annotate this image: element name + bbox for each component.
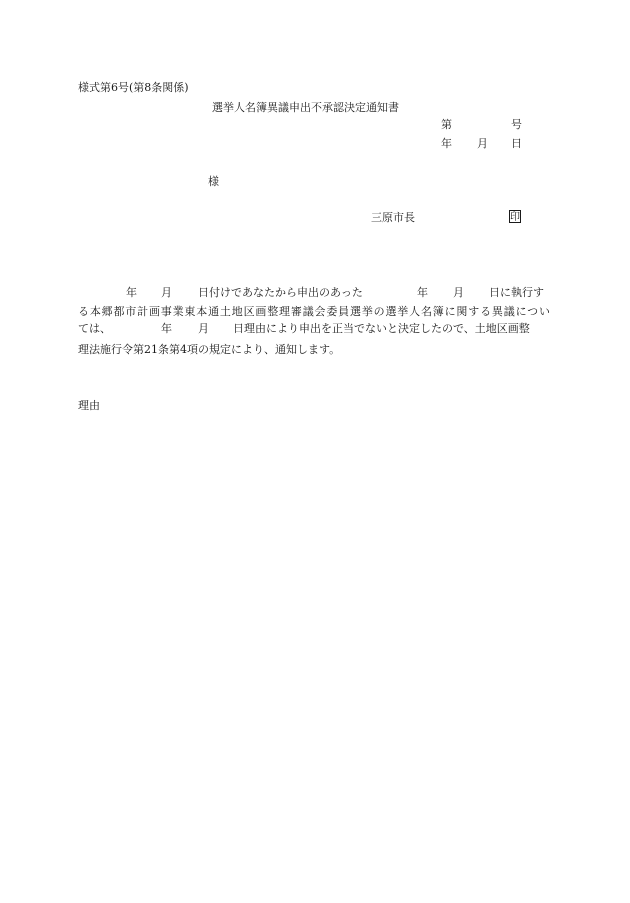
document-title: 選挙人名簿異議申出不承認決定通知書	[212, 101, 399, 114]
body-line1-month: 月	[161, 286, 172, 299]
date-day: 日	[511, 137, 522, 150]
body-line1-tail: 日に執行す	[489, 286, 544, 299]
body-line3-text: 日理由により申出を正当でないと決定したので、土地区画整	[233, 322, 530, 335]
date-month: 月	[477, 137, 488, 150]
body-line4: 理法施行令第21条第4項の規定により、通知します。	[78, 343, 341, 356]
number-suffix: 号	[511, 118, 522, 131]
body-line3-year: 年	[161, 322, 172, 335]
body-line2-block	[78, 301, 550, 322]
form-label: 様式第6号(第8条関係)	[78, 81, 189, 94]
body-line1-text: 日付けであなたから申出のあった	[198, 286, 363, 299]
body-line1-year2: 年	[417, 286, 428, 299]
body-line3-month: 月	[198, 322, 209, 335]
body-line1-year: 年	[126, 286, 137, 299]
seal-box: 印	[510, 212, 520, 223]
body-line2: る本郷都市計画事業東本通土地区画整理審議会委員選挙の選挙人名簿に関する異議につい	[78, 305, 550, 318]
seal-mark	[509, 210, 521, 224]
number-prefix: 第	[441, 118, 452, 131]
body-line1-month2: 月	[453, 286, 464, 299]
date-year: 年	[441, 137, 452, 150]
addressee-suffix: 様	[208, 175, 219, 188]
reason-label: 理由	[78, 399, 100, 412]
issuer-name: 三原市長	[371, 211, 415, 224]
body-line3-head: ては、	[78, 322, 111, 335]
